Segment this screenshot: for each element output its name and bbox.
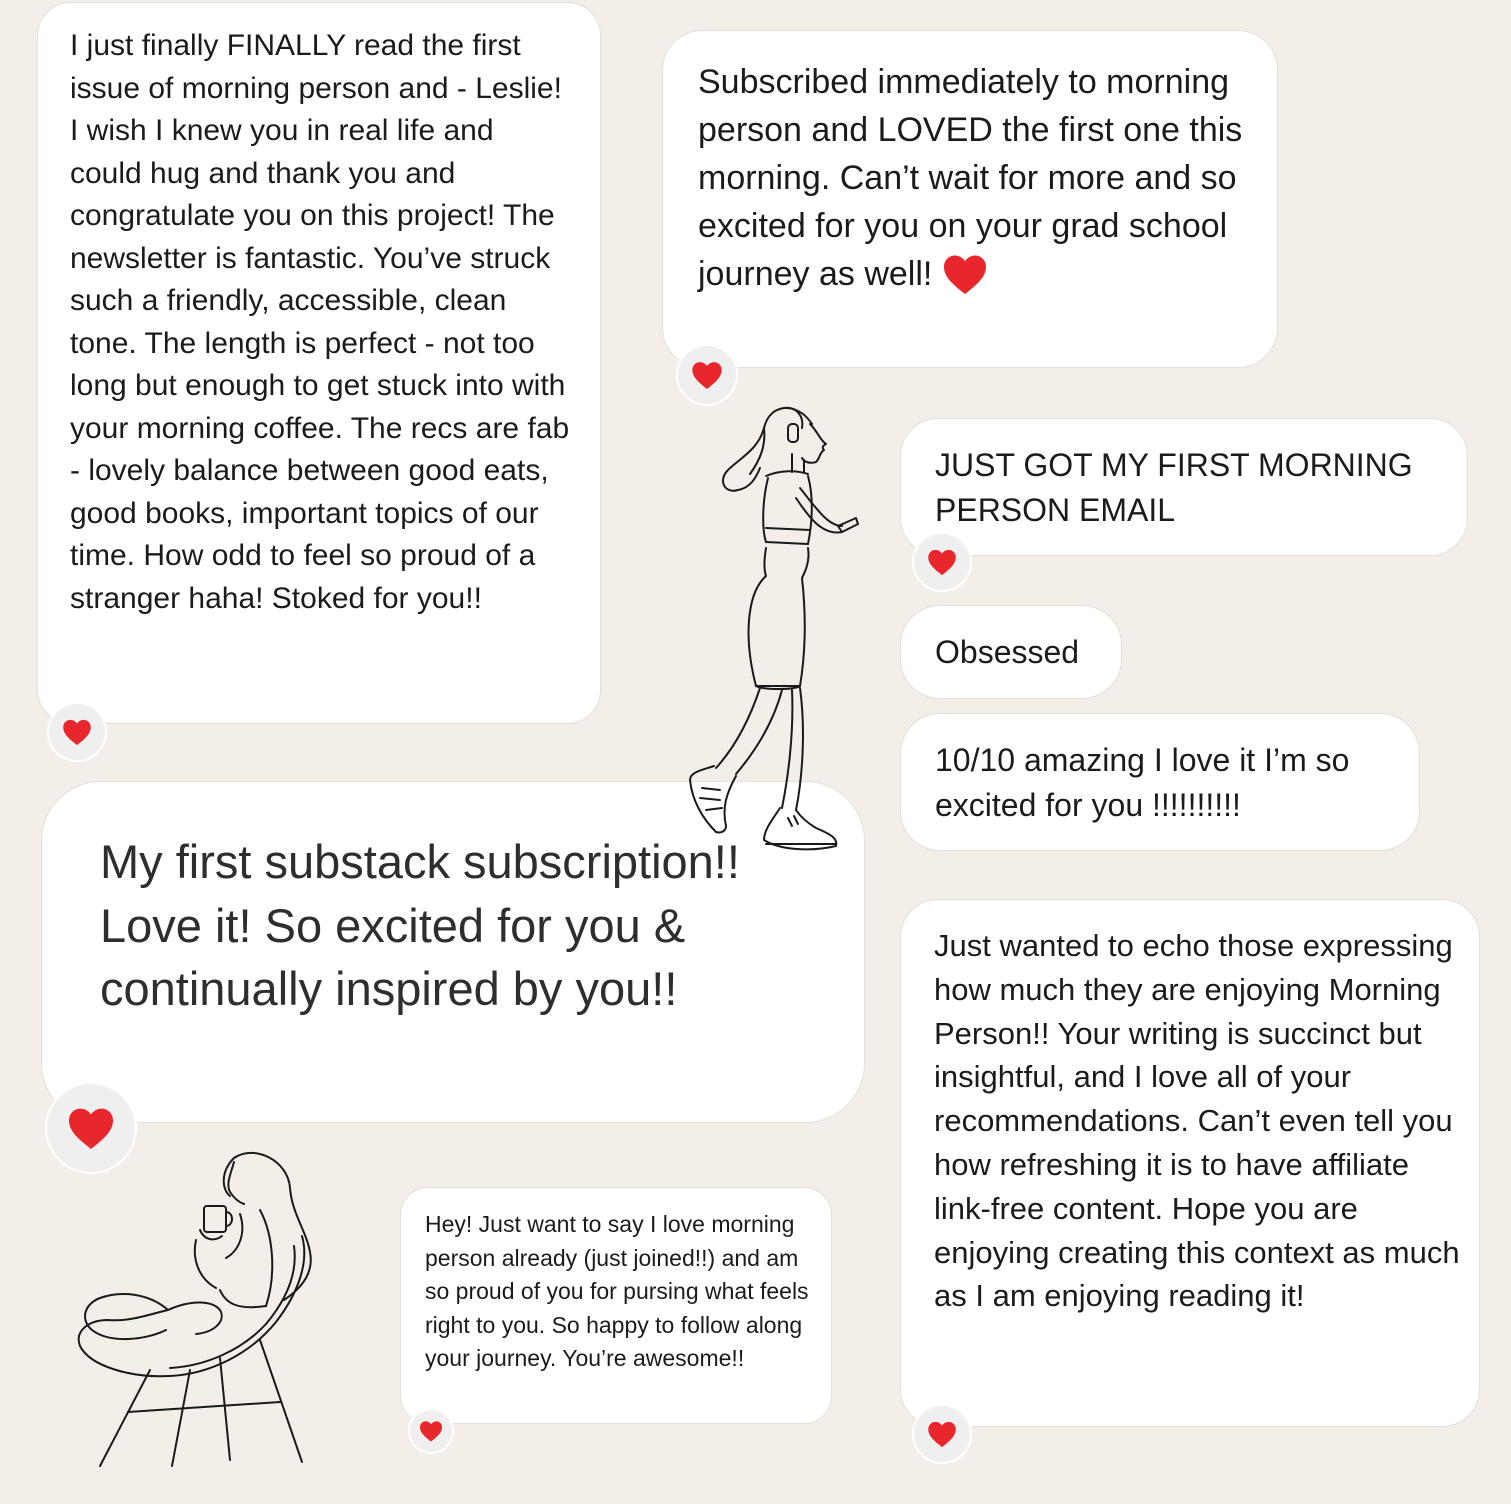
heart-reaction-3 bbox=[912, 532, 972, 592]
message-bubble-8 bbox=[400, 1187, 832, 1424]
message-text-4: Obsessed bbox=[935, 634, 1080, 670]
message-text-2-body: Subscribed immediately to morning person and LOVED the first one this morning. Can’t wait for more and so excited for you on your grad school journey as well! bbox=[698, 63, 1243, 293]
message-text-5: 10/10 amazing I love it I’m so excited for you !!!!!!!!!! bbox=[935, 742, 1350, 823]
message-text-7: Just wanted to echo those expressing how much they are enjoying Morning Person!! Your writing is succinct but insightful, and I love all of your recommendations. Can’t even tell you how refreshing it is to have affiliate link-free content. Hope you are enjoying creating this context as much as I am enjoying reading it! bbox=[934, 928, 1460, 1314]
message-text-2 bbox=[698, 58, 1257, 298]
heart-icon bbox=[927, 548, 957, 576]
seated-woman-drawing bbox=[70, 1140, 330, 1480]
heart-icon bbox=[419, 1420, 443, 1442]
message-bubble-1 bbox=[37, 2, 601, 724]
heart-reaction-8 bbox=[408, 1408, 454, 1454]
heart-reaction-2 bbox=[676, 344, 738, 406]
message-text-6: My first substack subscription!! Love it! So excited for you & continually inspired by you!! bbox=[100, 835, 740, 1015]
heart-reaction-1 bbox=[47, 702, 107, 762]
message-bubble-2 bbox=[662, 30, 1278, 368]
heart-icon bbox=[927, 1420, 957, 1448]
heart-icon bbox=[942, 253, 988, 295]
walking-woman-illustration bbox=[680, 398, 880, 858]
message-text-3: JUST GOT MY FIRST MORNING PERSON EMAIL bbox=[935, 447, 1413, 528]
message-text-8: Hey! Just want to say I love morning person already (just joined!!) and am so proud of you for pursing what feels right to you. So happy to follow along your journey. You’re awesome!! bbox=[425, 1211, 809, 1372]
message-bubble-7 bbox=[900, 899, 1480, 1427]
message-bubble-5 bbox=[900, 713, 1420, 851]
message-bubble-4 bbox=[900, 605, 1122, 699]
message-text-1: I just finally FINALLY read the first issue of morning person and - Leslie! I wish I knew you in real life and could hug and thank you and congratulate you on this project! The newsletter is fantastic. You’ve struck such a friendly, accessible, clean tone. The length is perfect - not too long but enough to get stuck into with your morning coffee. The recs are fab - lovely balance between good eats, good books, important topics of our time. How odd to feel so proud of a stranger haha! Stoked for you!! bbox=[70, 29, 570, 615]
seated-woman-illustration bbox=[70, 1140, 330, 1480]
heart-icon bbox=[691, 360, 723, 390]
heart-icon bbox=[62, 718, 92, 746]
walking-woman-drawing bbox=[680, 398, 880, 858]
message-bubble-3 bbox=[900, 418, 1468, 556]
heart-reaction-7 bbox=[912, 1404, 972, 1464]
